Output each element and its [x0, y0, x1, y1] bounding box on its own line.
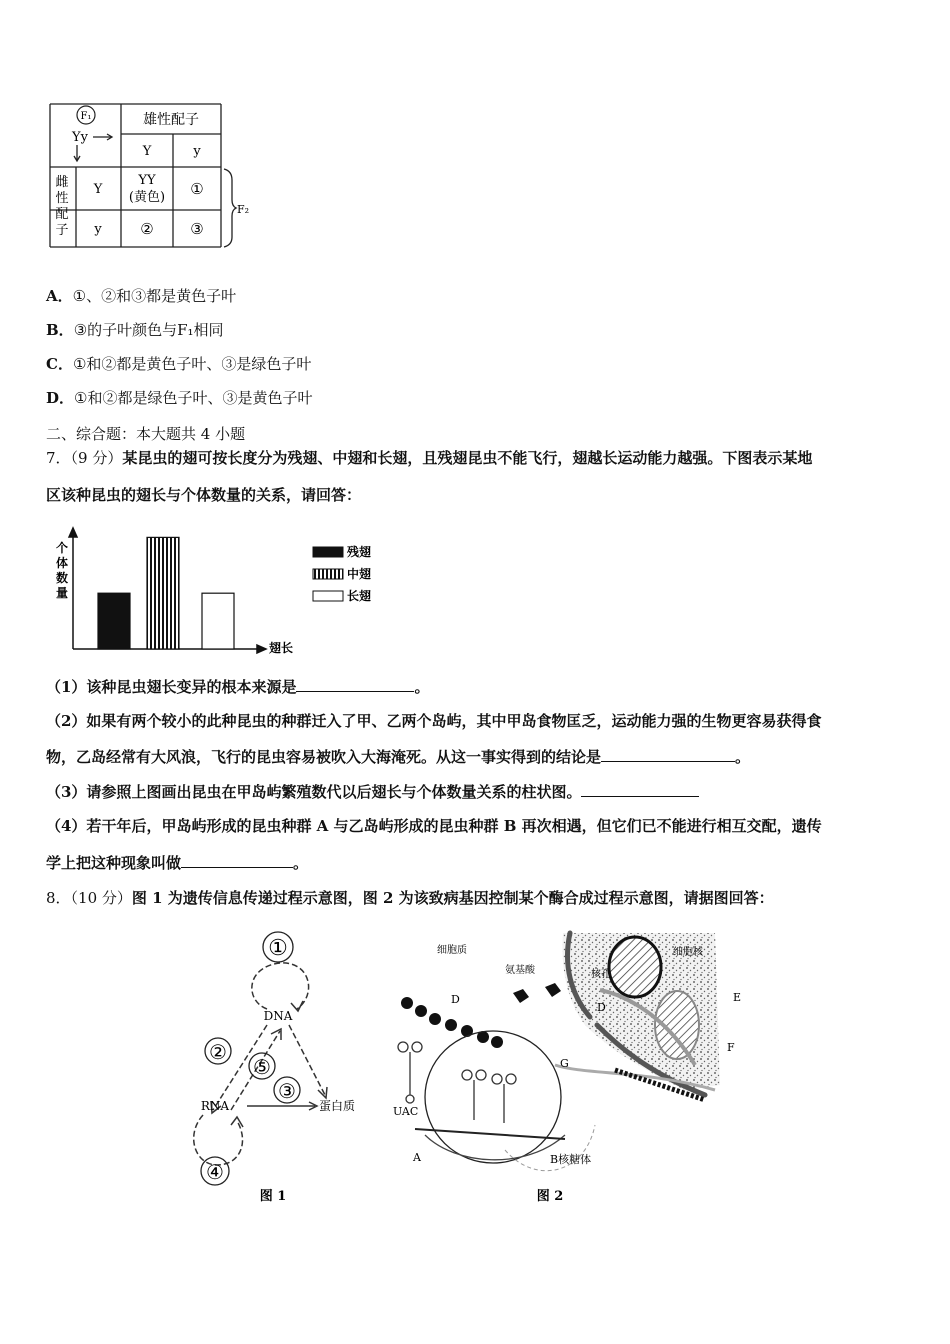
- figure-1-central-dogma: [185, 925, 385, 1210]
- label-D-nucleus: D: [597, 1001, 606, 1014]
- nuclear-pore-label: 核孔: [591, 969, 611, 980]
- process-4: ④: [206, 1160, 224, 1184]
- y-axis-label-char: 个: [55, 541, 69, 555]
- label-F: F: [727, 1041, 735, 1054]
- female-header-char: 性: [55, 191, 69, 206]
- rna-label: RNA: [200, 1099, 230, 1113]
- label-A: A: [413, 1151, 421, 1164]
- cell-1: ①: [190, 180, 204, 198]
- option-b[interactable]: [46, 320, 224, 340]
- dna-label: DNA: [263, 1009, 293, 1023]
- cell-3: ③: [190, 220, 204, 238]
- q8-number: 8．（10 分）: [46, 889, 132, 907]
- q7-sub4-text: 学上把这种现象叫做: [46, 854, 182, 872]
- q7-sub4-line1: （4）若干年后，甲岛屿形成的昆虫种群 A 与乙岛屿形成的昆虫种群 B 再次相遇，但它们已不能进行相互交配，遗传: [46, 817, 822, 835]
- q7-stem-line1: [46, 448, 812, 468]
- process-2: ②: [209, 1040, 227, 1064]
- f1-genotype: Yy: [72, 130, 88, 145]
- f2-label: F₂: [237, 203, 250, 216]
- q7-sub4-end: 。: [293, 854, 309, 872]
- male-allele-y: y: [193, 144, 201, 159]
- option-a[interactable]: [46, 286, 236, 306]
- q7-sub2-end: 。: [735, 748, 751, 766]
- legend-label: 长翅: [347, 589, 372, 603]
- q7-sub1: [46, 677, 429, 697]
- option-key: A．: [46, 287, 73, 305]
- chromatin: [609, 937, 661, 997]
- legend-label: 残翅: [347, 545, 372, 559]
- q7-sub4-line2: [46, 853, 308, 873]
- bar-vestigial-wing: [98, 593, 130, 649]
- option-text: ③的子叶颜色与F₁相同: [73, 321, 224, 339]
- label-G: G: [560, 1057, 569, 1070]
- ribosome-small: [425, 1135, 565, 1160]
- answer-blank[interactable]: [181, 853, 293, 868]
- process-1: ①: [268, 936, 288, 961]
- ribosome-label: B核糖体: [550, 1153, 592, 1166]
- q7-sub2-line2: [46, 747, 750, 767]
- nucleus-label: 细胞核: [673, 947, 703, 958]
- bar-long-wing: [202, 593, 234, 649]
- legend-swatch-vestigial: [313, 547, 343, 557]
- option-text: ①和②都是黄色子叶、③是绿色子叶: [72, 355, 312, 373]
- male-gamete-header: 雄性配子: [143, 112, 199, 128]
- f1-label: F₁: [80, 111, 92, 122]
- q7-sub3: [46, 782, 699, 802]
- q7-number: 7．（9 分）: [46, 449, 123, 467]
- figure-1-caption: 图 1: [259, 1189, 287, 1204]
- option-text: ①和②都是绿色子叶、③是黄色子叶: [74, 389, 313, 407]
- cell-2: ②: [140, 220, 154, 238]
- wing-length-bar-chart: [50, 525, 390, 665]
- legend-swatch-long: [313, 591, 343, 601]
- y-axis-arrow: [69, 528, 77, 537]
- q7-stem: 某昆虫的翅可按长度分为残翅、中翅和长翅，且残翅昆虫不能飞行，翅越长运动能力越强。下图表示某地: [122, 449, 813, 467]
- y-axis-label-char: 体: [55, 556, 69, 570]
- cell-YY-color: (黄色): [128, 190, 166, 205]
- x-axis-arrow: [257, 645, 266, 653]
- answer-blank[interactable]: [296, 677, 414, 692]
- amino-acid-label: 氨基酸: [505, 965, 535, 976]
- mrna-on-ribosome: [415, 1129, 565, 1139]
- q7-stem-line2: 区该种昆虫的翅长与个体数量的关系，请回答：: [46, 486, 362, 504]
- label-E: E: [733, 991, 742, 1004]
- female-allele-Y: Y: [93, 182, 103, 197]
- legend-label: 中翅: [347, 567, 372, 581]
- option-key: C．: [46, 355, 73, 373]
- male-allele-Y: Y: [142, 144, 152, 159]
- x-axis-label: 翅长: [269, 641, 294, 655]
- option-d[interactable]: [46, 388, 312, 408]
- q7-sub1-end: 。: [414, 678, 430, 696]
- female-header-char: 雌: [55, 175, 69, 190]
- answer-blank[interactable]: [581, 782, 699, 797]
- option-text: ①、②和③都是黄色子叶: [72, 287, 237, 305]
- answer-blank[interactable]: [601, 747, 735, 762]
- q7-sub2-text: 物，乙岛经常有大风浪，飞行的昆虫容易被吹入大海淹死。从这一事实得到的结论是: [46, 748, 602, 766]
- option-key: D．: [46, 389, 75, 407]
- process-5: ⑤: [253, 1055, 271, 1079]
- q7-sub1-text: （1）该种昆虫翅长变异的根本来源是: [46, 678, 297, 696]
- female-header-char: 子: [55, 223, 69, 238]
- section-title: 二、综合题：本大题共 4 小题: [46, 425, 246, 443]
- process-3: ③: [278, 1079, 296, 1103]
- q8-stem-line: [46, 888, 774, 908]
- cytoplasm-label: 细胞质: [437, 945, 467, 956]
- q8-stem: 图 1 为遗传信息传递过程示意图，图 2 为该致病基因控制某个酶合成过程示意图，请据图回答：: [131, 889, 774, 907]
- bar-medium-wing: [147, 537, 179, 649]
- y-axis-label-char: 量: [55, 586, 69, 600]
- anticodon-label: UAC: [393, 1105, 419, 1118]
- protein-label: 蛋白质: [319, 1099, 356, 1113]
- cell-YY: YY: [138, 173, 156, 188]
- amino-acid-icons: [513, 983, 561, 1003]
- female-allele-y: y: [94, 222, 102, 237]
- option-key: B．: [46, 321, 74, 339]
- q7-sub2-line1: （2）如果有两个较小的此种昆虫的种群迁入了甲、乙两个岛屿，其中甲岛食物匡乏，运动能力强的生物更容易获得食: [46, 712, 822, 730]
- female-header-char: 配: [55, 207, 69, 222]
- label-D-chain: D: [451, 993, 460, 1006]
- legend-swatch-medium: [313, 569, 343, 579]
- y-axis-label-char: 数: [55, 571, 69, 585]
- ribosome-large: [425, 1031, 561, 1163]
- punnett-square: [46, 100, 256, 252]
- option-c[interactable]: [46, 354, 311, 374]
- figure-2-translation: [385, 925, 750, 1210]
- figure-2-caption: 图 2: [536, 1189, 564, 1204]
- q7-sub3-text: （3）请参照上图画出昆虫在甲岛屿繁殖数代以后翅长与个体数量关系的柱状图。: [46, 783, 582, 801]
